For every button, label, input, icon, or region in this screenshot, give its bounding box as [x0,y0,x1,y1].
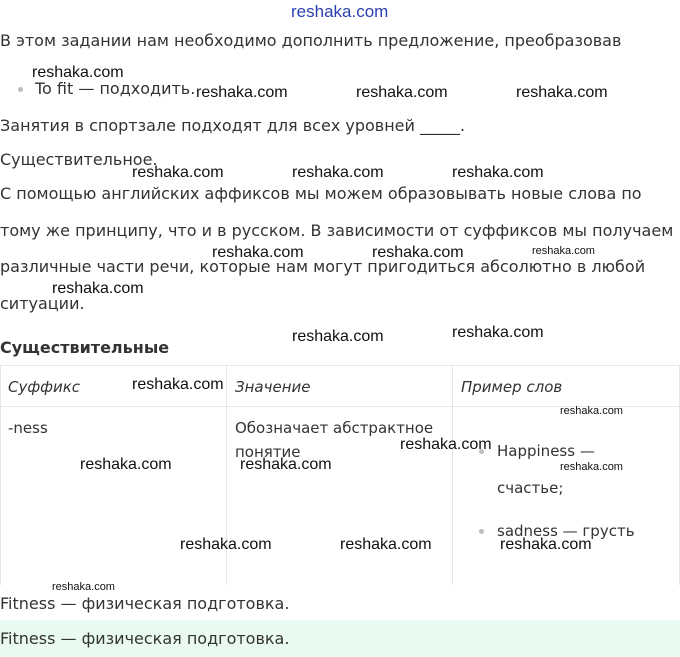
example-item-line: Happiness — [497,442,595,460]
watermark: reshaka.com [532,245,595,257]
table-cell-meaning-line: понятие [235,443,301,461]
watermark: reshaka.com [80,456,172,473]
example-item-line: счастье; [497,479,564,497]
watermark: reshaka.com [452,164,544,181]
explanation-line: С помощью английских аффиксов мы можем образовывать новые слова по [0,184,642,203]
word-type: Существительное. [0,150,158,169]
section-title: Существительные [0,338,170,357]
watermark: reshaka.com [516,84,608,101]
watermark: reshaka.com [500,536,592,553]
watermark: reshaka.com [560,461,623,473]
answer-text: Fitness — физическая подготовка. [0,594,290,613]
task-sentence: Занятия в спортзале подходят для всех уровней _____. [0,116,466,135]
intro-text: В этом задании нам необходимо дополнить предложение, преобразовав [0,31,622,50]
table-border-left [0,365,1,585]
site-link[interactable]: reshaka.com [291,2,389,21]
watermark: reshaka.com [32,64,124,81]
example-item-line: sadness — грусть [497,522,635,540]
watermark: reshaka.com [560,405,623,417]
table-cell-suffix: -ness [8,419,48,437]
watermark: reshaka.com [240,456,332,473]
watermark: reshaka.com [52,280,144,297]
watermark: reshaka.com [180,536,272,553]
bullet-dot [18,87,23,92]
bullet-item-text: To fit — подходить. [35,79,196,98]
explanation-line: тому же принципу, что и в русском. В зависимости от суффиксов мы получаем [0,221,674,240]
table-header-examples: Пример слов [461,378,563,396]
watermark: reshaka.com [372,244,464,261]
table-col-divider [452,365,453,585]
watermark: reshaka.com [356,84,448,101]
explanation-line: различные части речи, которые нам могут пригодиться абсолютно в любой [0,257,646,276]
watermark: reshaka.com [292,328,384,345]
example-bullet [479,529,484,534]
table-border-top [0,365,680,366]
table-header-suffix: Суффикс [8,378,81,396]
watermark: reshaka.com [132,376,224,393]
answer-highlight-text: Fitness — физическая подготовка. [0,629,290,648]
watermark: reshaka.com [52,581,115,593]
watermark: reshaka.com [292,164,384,181]
table-header-meaning: Значение [235,378,311,396]
explanation-line: ситуации. [0,294,85,313]
watermark: reshaka.com [132,164,224,181]
watermark: reshaka.com [196,84,288,101]
watermark: reshaka.com [340,536,432,553]
answer-highlight-box [0,620,680,657]
watermark: reshaka.com [212,244,304,261]
table-cell-meaning-line: Обозначает абстрактное [235,419,434,437]
watermark: reshaka.com [452,324,544,341]
watermark: reshaka.com [400,436,492,453]
